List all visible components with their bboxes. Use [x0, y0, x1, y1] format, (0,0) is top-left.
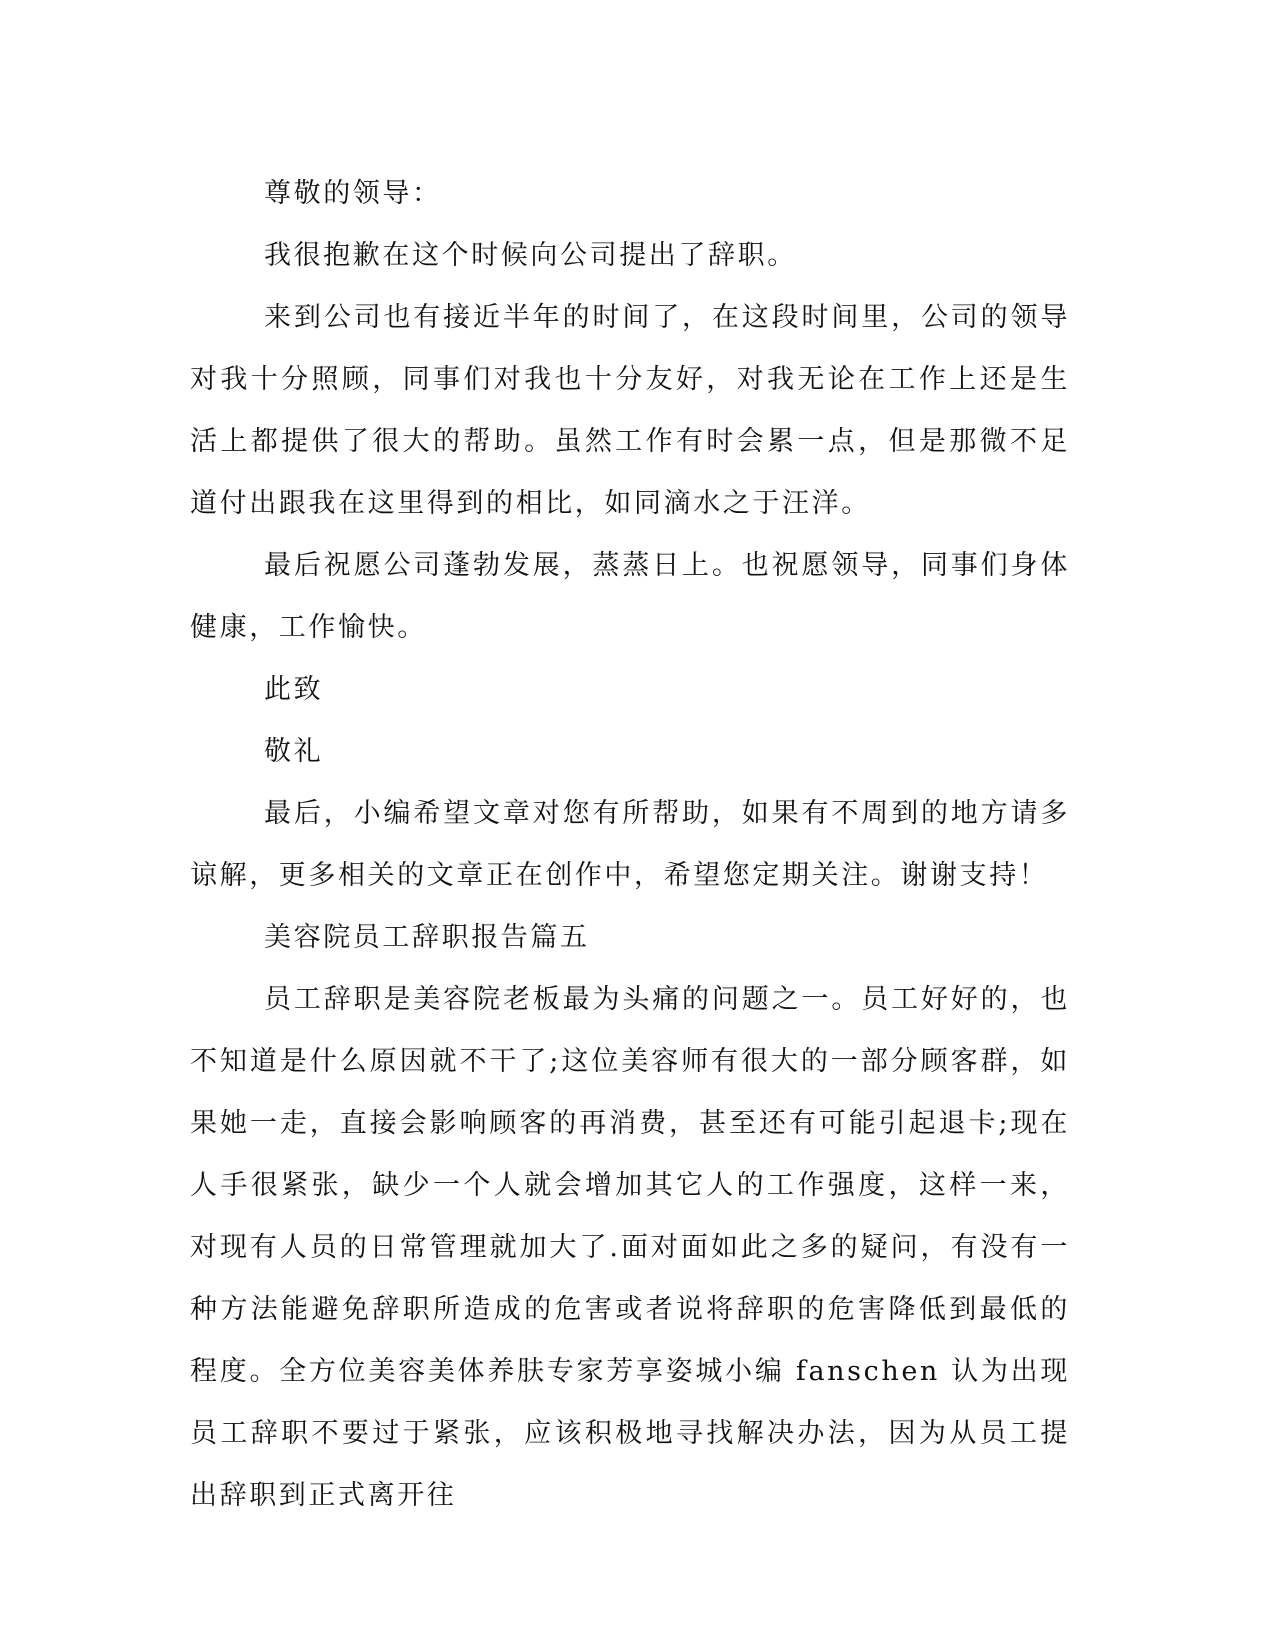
salutation: 尊敬的领导： — [264, 178, 442, 209]
document-body — [190, 163, 1070, 1527]
resignation-statement: 我很抱歉在这个时候向公司提出了辞职。 — [264, 240, 797, 271]
section-heading: 美容院员工辞职报告篇五 — [264, 922, 590, 953]
closing-jingli: 敬礼 — [264, 736, 324, 767]
editor-note: 最后，小编希望文章对您有所帮助，如果有不周到的地方请多谅解，更多相关的文章正在创作中，希望您定期关注。谢谢支持！ — [190, 798, 1070, 891]
body-paragraph-wishes: 最后祝愿公司蓬勃发展，蒸蒸日上。也祝愿领导，同事们身体健康，工作愉快。 — [190, 550, 1070, 643]
closing-cizhi: 此致 — [264, 674, 324, 705]
body-paragraph-gratitude: 来到公司也有接近半年的时间了，在这段时间里，公司的领导对我十分照顾，同事们对我也十分友好，对我无论在工作上还是生活上都提供了很大的帮助。虽然工作有时会累一点，但是那微不足道付出跟我在这里得到的相比，如同滴水之于汪洋。 — [190, 302, 1070, 519]
body-paragraph-article: 员工辞职是美容院老板最为头痛的问题之一。员工好好的，也不知道是什么原因就不干了;这位美容师有很大的一部分顾客群，如果她一走，直接会影响顾客的再消费，甚至还有可能引起退卡;现在人手很紧张，缺少一个人就会增加其它人的工作强度，这样一来，对现有人员的日常管理就加大了.面对面如此之多的疑问，有没有一种方法能避免辞职所造成的危害或者说将辞职的危害降低到最低的程度。全方位美容美体养肤专家芳享姿城小编 fanschen 认为出现员工辞职不要过于紧张，应该积极地寻找解决办法，因为从员工提出辞职到正式离开往 — [190, 984, 1070, 1511]
